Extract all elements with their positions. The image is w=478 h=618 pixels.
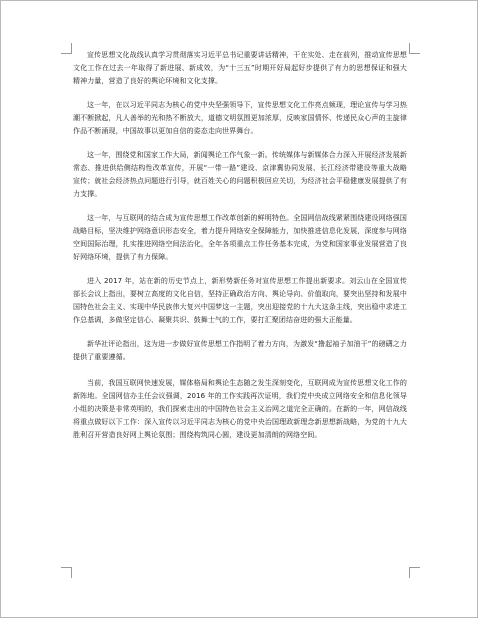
paragraph: 这一年，在以习近平同志为核心的党中央坚强领导下，宣传思想文化工作亮点频现，理论宣传与学习热潮不断掀起，凡人善举的光和热不断放大，道德文明氛围更加浓厚，反映家国情怀、传递民众心声的主旋律作品不断涌现，中国故事以更加自信的姿态走向世界舞台。 [73,101,407,135]
crop-mark-top-left [61,43,72,54]
paragraph: 当前，我国互联网快速发展，媒体格局和舆论生态随之发生深刻变化，互联网成为宣传思想文化工作的新阵地。全国网信办主任会议强调，2016 年的工作实践再次证明，我们党中央成立网络安全和信息化领导小组的决策是非常英明的，我们探索走出的中国特色社会主义治网之道完全正确的。在新的一年，网信战线将重点做好以下工作：深入宣传以习近平同志为核心的党中央治国理政新理念新思想新战略，为党的十九大胜利召开营造良好网上舆论氛围；围绕构筑同心圆，建设更加清朗的网络空间。 [73,379,407,439]
paragraph: 这一年，与互联网的结合成为宣传思想工作改革创新的鲜明特色。全国网信战线紧紧围绕建设网络强国战略目标，坚决维护网络意识形态安全，着力提升网络安全保障能力，加快推进信息化发展，深度参与网络空间国际治理，扎实推进网络空间法治化，全年各项重点工作任务基本完成，为党和国家事业发展营造了良好网络环境，提供了有力保障。 [73,214,407,261]
crop-mark-bottom-left [61,567,72,578]
crop-mark-top-right [409,43,420,54]
document-body[interactable] [73,49,407,453]
paragraph: 新华社评论指出，这为进一步做好宣传思想工作指明了着力方向，为激发“撸起袖子加油干”的磅礴之力提供了重要遵循。 [73,340,407,361]
crop-mark-bottom-right [409,567,420,578]
paragraph: 这一年，围绕党和国家工作大局，新闻舆论工作气象一新。传统媒体与新媒体合力深入开展经济发展新常态、推进供给侧结构性改革宣传，开展“一带一路”建设、京津冀协同发展、长江经济带建设等重大战略宣传；就社会经济热点问题进行引导，就百姓关心的问题积极回应关切，为经济社会平稳健康发展提供了有力支撑。 [73,151,407,198]
paragraph: 进入 2017 年，站在新的历史节点上，新形势新任务对宣传思想工作提出新要求。刘云山在全国宣传部长会议上指出，要树立高度的文化自信，坚持正确政治方向、舆论导向、价值取向，要突出坚持和发展中国特色社会主义、实现中华民族伟大复兴中国梦这一主题，突出迎接党的十九大这条主线，突出稳中求进工作总基调，多做坚定信心、凝聚共识、鼓舞士气的工作，要打汇聚团结奋进的强大正能量。 [73,277,407,324]
paragraph: 宣传思想文化战线认真学习贯彻落实习近平总书记重要讲话精神，干在实处、走在前列，推动宣传思想文化工作在过去一年取得了新进展、新成效，为“十三五”时期开好局起好步提供了有力的思想保证和强大精神力量，营造了良好的舆论环境和文化支撑。 [73,51,407,85]
